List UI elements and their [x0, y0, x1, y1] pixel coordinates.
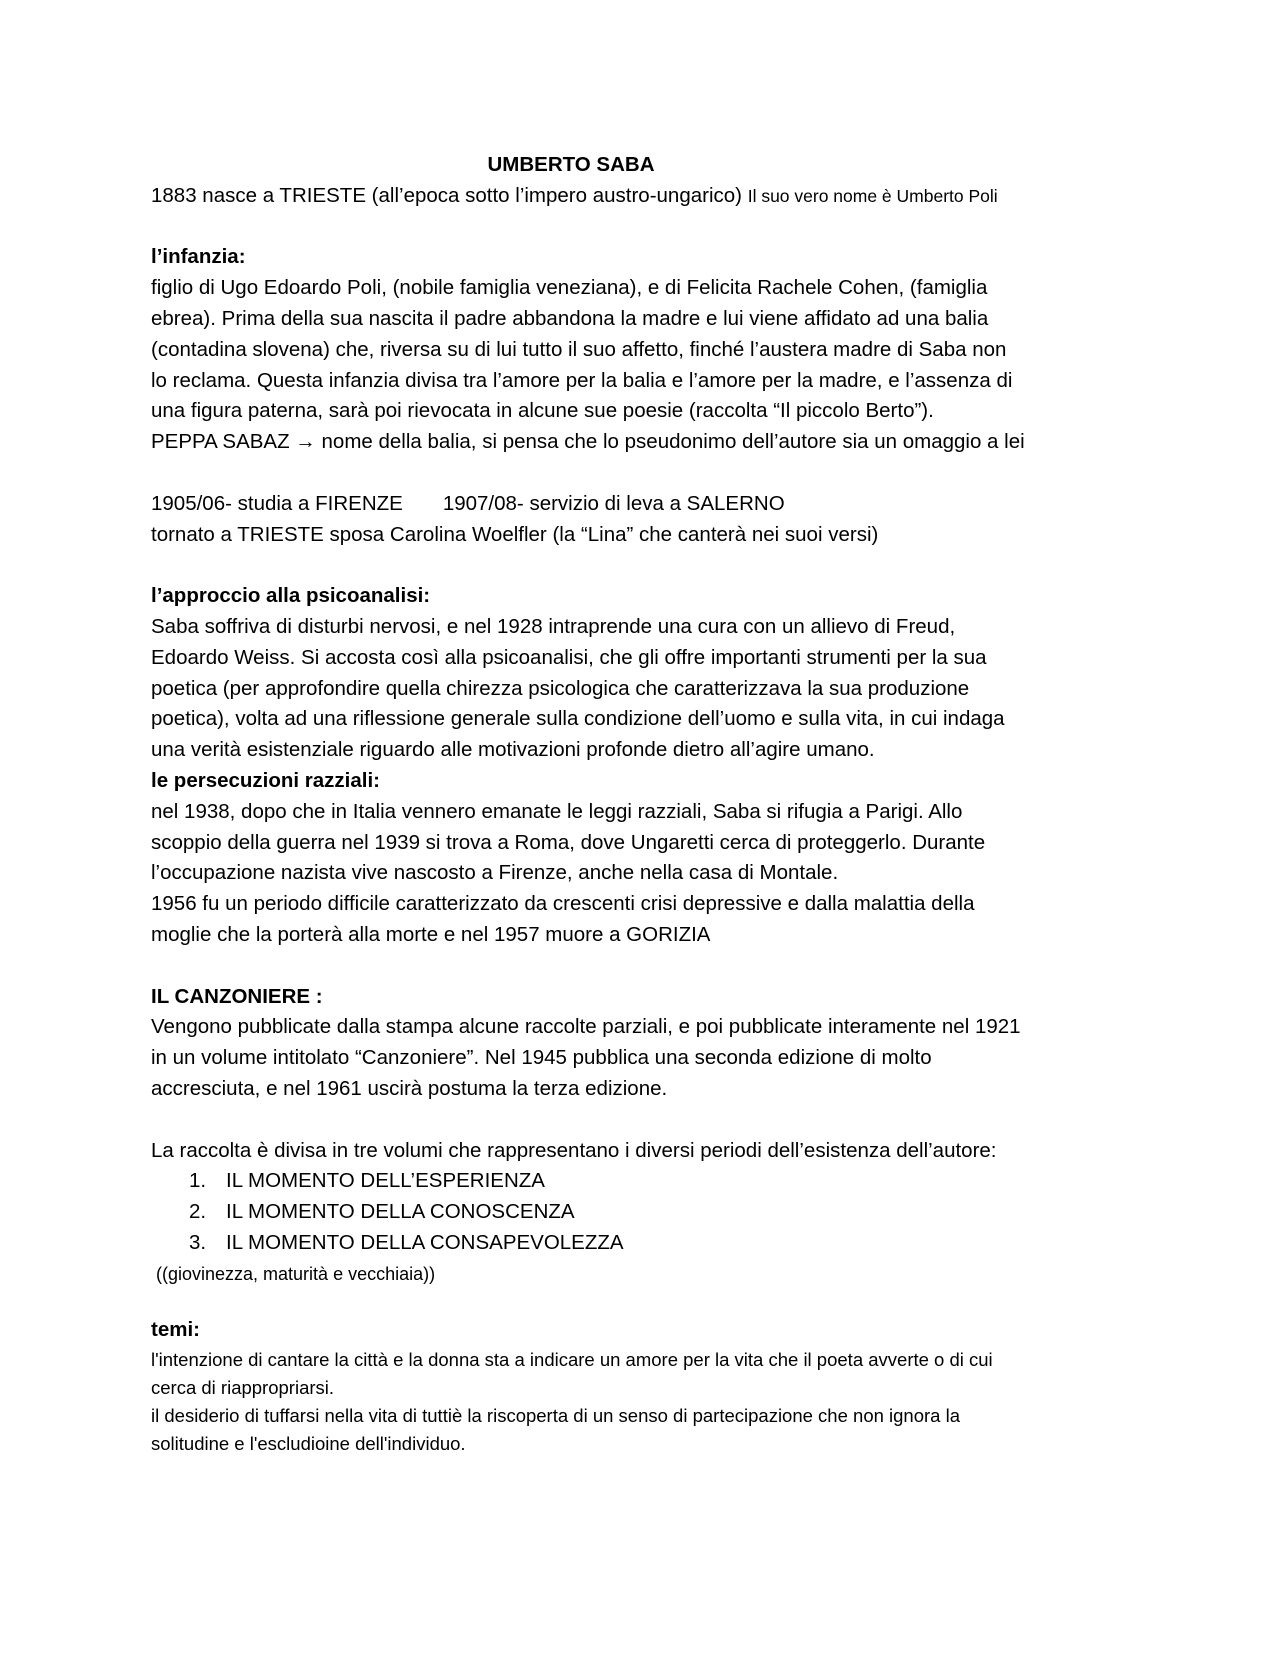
document-title: UMBERTO SABA — [487, 153, 655, 176]
paragraph-line: cerca di riappropriarsi. — [151, 1377, 335, 1399]
paragraph-line: 1956 fu un periodo difficile caratterizzato da crescenti crisi depressive e dalla malattia della — [151, 892, 975, 916]
ages-note: ((giovinezza, maturità e vecchiaia)) — [156, 1263, 436, 1284]
paragraph-line: Vengono pubblicate dalla stampa alcune raccolte parziali, e poi pubblicate interamente nel 1921 — [151, 1015, 1021, 1039]
volumes-list — [151, 1166, 1141, 1258]
paragraph-line: poetica (per approfondire quella chirezza psicologica che caratterizzava la sua produzione — [151, 676, 970, 700]
paragraph-line: una verità esistenziale riguardo alle motivazioni profonde dietro all’agire umano. — [151, 738, 875, 762]
list-item — [151, 1166, 1141, 1197]
intro-real-name-text: Il suo vero nome è Umberto Poli — [747, 185, 998, 206]
section-psicoanalisi — [151, 581, 1141, 766]
section-heading: l’approccio alla psicoanalisi: — [151, 584, 431, 608]
paragraph-line: scoppio della guerra nel 1939 si trova a Roma, dove Ungaretti cerca di proteggerlo. Durante — [151, 830, 986, 854]
service-text: 1907/08- servizio di leva a SALERNO — [442, 491, 785, 515]
paragraph-line: Saba soffriva di disturbi nervosi, e nel 1928 intraprende una cura con un allievo di Freud, — [151, 614, 956, 638]
blank-line — [151, 1289, 1141, 1315]
list-item — [151, 1197, 1141, 1228]
paragraph-line: PEPPA SABAZ → nome della balia, si pensa che lo pseudonimo dell’autore sia un omaggio a lei — [151, 430, 1025, 454]
paragraph-line: una figura paterna, sarà poi rievocata in alcune sue poesie (raccolta “Il piccolo Berto”). — [151, 399, 934, 423]
paragraph-line: in un volume intitolato “Canzoniere”. Nel 1945 pubblica una seconda edizione di molto — [151, 1046, 932, 1070]
list-item-number: 3. — [189, 1230, 207, 1254]
paragraph-line: lo reclama. Questa infanzia divisa tra l’amore per la balia e l’amore per la madre, e l’assenza di — [151, 368, 1013, 392]
marriage-text: tornato a TRIESTE sposa Carolina Woelfler (la “Lina” che canterà nei suoi versi) — [151, 522, 879, 546]
section-heading: IL CANZONIERE : — [151, 984, 323, 1008]
studies-text: 1905/06- studia a FIRENZE — [151, 491, 403, 515]
section-canzoniere — [151, 982, 1141, 1290]
list-item-label: IL MOMENTO DELLA CONSAPEVOLEZZA — [226, 1230, 624, 1254]
paragraph-line: moglie che la porterà alla morte e nel 1957 muore a GORIZIA — [151, 922, 711, 946]
blank-line — [151, 212, 1141, 243]
paragraph-line: solitudine e l'escludioine dell'individuo. — [151, 1433, 466, 1455]
blank-line — [151, 550, 1141, 581]
division-text: La raccolta è divisa in tre volumi che rappresentano i diversi periodi dell’esistenza dell’autore: — [151, 1138, 997, 1162]
paragraph-line: Edoardo Weiss. Si accosta così alla psicoanalisi, che gli offre importanti strumenti per la sua — [151, 645, 987, 669]
list-item-number: 2. — [189, 1200, 207, 1224]
list-item-number: 1. — [189, 1169, 207, 1193]
blank-line — [151, 458, 1141, 489]
section-infanzia — [151, 242, 1141, 458]
blank-line — [151, 951, 1141, 982]
section-heading: l’infanzia: — [151, 245, 246, 269]
list-item-label: IL MOMENTO DELLA CONOSCENZA — [226, 1200, 575, 1224]
intro-line — [151, 181, 1141, 212]
paragraph-line: l'intenzione di cantare la città e la donna sta a indicare un amore per la vita che il poeta avverte o di cui — [151, 1349, 993, 1371]
paragraph-line: accresciuta, e nel 1961 uscirà postuma la terza edizione. — [151, 1076, 668, 1100]
paragraph-line: ebrea). Prima della sua nascita il padre abbandona la madre e lui viene affidato ad una balia — [151, 306, 989, 330]
timeline-line — [151, 489, 1141, 520]
document-page — [151, 150, 1141, 1458]
paragraph-line: (contadina slovena) che, riversa su di lui tutto il suo affetto, finché l’austera madre di Saba non — [151, 337, 1007, 361]
list-item-label: IL MOMENTO DELL’ESPERIENZA — [226, 1169, 545, 1193]
section-persecuzioni — [151, 766, 1141, 951]
paragraph-line: figlio di Ugo Edoardo Poli, (nobile famiglia veneziana), e di Felicita Rachele Cohen, (famiglia — [151, 276, 988, 300]
section-temi — [151, 1315, 1141, 1458]
list-item — [151, 1228, 1141, 1259]
blank-line — [151, 1105, 1141, 1136]
paragraph-line: nel 1938, dopo che in Italia vennero emanate le leggi razziali, Saba si rifugia a Parigi. Allo — [151, 799, 963, 823]
paragraph-line: il desiderio di tuffarsi nella vita di tuttiè la riscoperta di un senso di partecipazione che non ignora la — [151, 1405, 960, 1427]
section-giovinezza — [151, 489, 1141, 551]
paragraph-line: poetica), volta ad una riflessione generale sulla condizione dell’uomo e sulla vita, in cui indaga — [151, 707, 1005, 731]
intro-birth-text: 1883 nasce a TRIESTE (all’epoca sotto l’impero austro-ungarico) — [151, 183, 742, 207]
paragraph-line: l’occupazione nazista vive nascosto a Firenze, anche nella casa di Montale. — [151, 861, 839, 885]
section-heading: temi: — [151, 1318, 200, 1342]
section-heading: le persecuzioni razziali: — [151, 768, 380, 792]
